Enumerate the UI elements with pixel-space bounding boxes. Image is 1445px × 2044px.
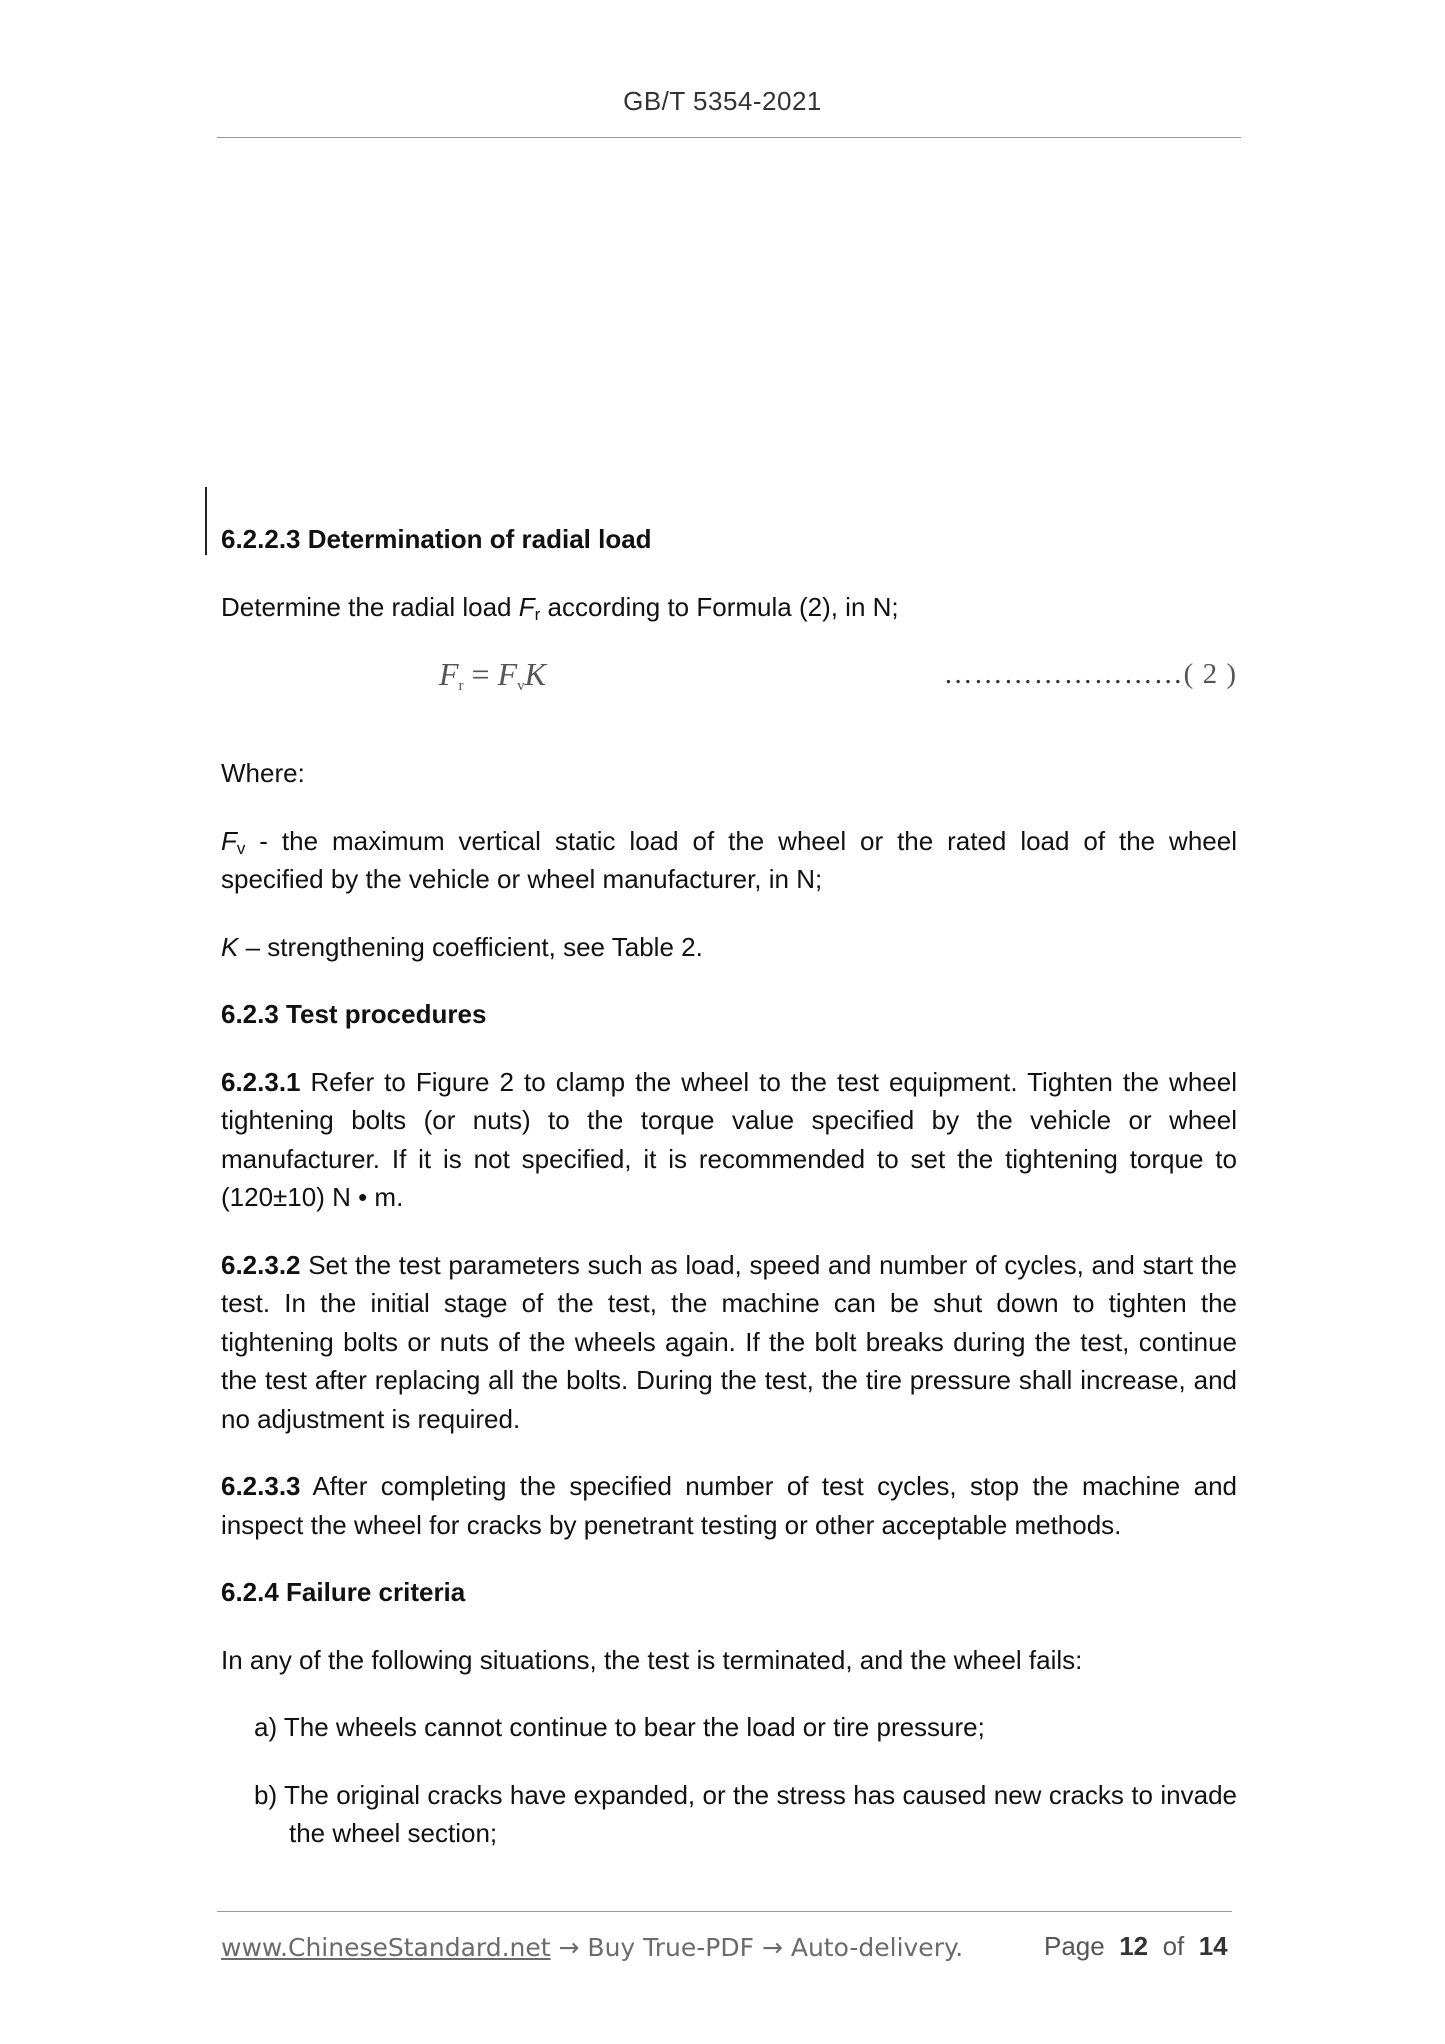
radial-load-intro: Determine the radial load $F_r$ according to Formula (2), in N; [221,591,899,624]
failure-intro: In any of the following situations, the test is terminated, and the wheel fails: [221,1644,1083,1675]
heading-6-2-3: 6.2.3 Test procedures [221,999,487,1029]
footer-promo: www.ChineseStandard.net → Buy True-PDF → Auto-delivery. [221,1933,964,1962]
list-item: b) The original cracks have expanded, or the stress has caused new cracks to invade the wheel section; [254,1779,1237,1848]
footer-divider [217,1911,1232,1912]
formula-expression: $F_r = F_vK$ [439,656,546,694]
total-pages: 14 [1198,1931,1228,1961]
header-divider [217,137,1241,138]
heading-6-2-4: 6.2.4 Failure criteria [221,1577,466,1607]
current-page: 12 [1119,1931,1149,1961]
arrow-right-icon: → [550,1933,588,1962]
page-counter: Page 12 of 14 [1044,1931,1228,1961]
running-header: GB/T 5354-2021 [623,86,822,116]
clause-6-2-3-1: 6.2.3.1 Refer to Figure 2 to clamp the wheel to the test equipment. Tighten the wheel tightening bolts (or nuts) to the torque value specified by the vehicle or wheel manufacturer. If it is not specified, it is recommended to set the tightening torque to (120±10) N • m. [221,1066,1237,1212]
arrow-right-icon: → [754,1933,791,1962]
var-sub-r: r [534,604,541,624]
clause-6-2-3-2: 6.2.3.2 Set the test parameters such as load, speed and number of cycles, and start the test. In the initial stage of the test, the machine can be shut down to tighten the tightening bolts or nuts of the wheels again. If the bolt breaks during the test, continue the test after replacing all the bolts. During the test, the tire pressure shall increase, and no adjustment is required. [221,1249,1237,1434]
definition-fv: $F_v$ - the maximum vertical static load of the wheel or the rated load of the wheel specified by the vehicle or wheel manufacturer, in N; [221,825,1237,894]
clause-6-2-3-3: 6.2.3.3 After completing the specified number of test cycles, stop the machine and inspect the wheel for cracks by penetrant testing or other acceptable methods. [221,1471,1237,1540]
var-f: F [518,591,535,622]
formula-2 [221,655,1237,703]
heading-6-2-2-3: 6.2.2.3 Determination of radial load [221,524,652,554]
definition-k: K – strengthening coefficient, see Table 2. [221,931,703,962]
where-label: Where: [221,758,305,788]
website-link[interactable]: www.ChineseStandard.net [221,1933,551,1962]
document-body [221,520,1237,1882]
revision-change-bar [205,487,207,555]
list-item: a) The wheels cannot continue to bear the load or tire pressure; [254,1712,985,1742]
formula-number: ……………………( 2 ) [943,658,1237,690]
